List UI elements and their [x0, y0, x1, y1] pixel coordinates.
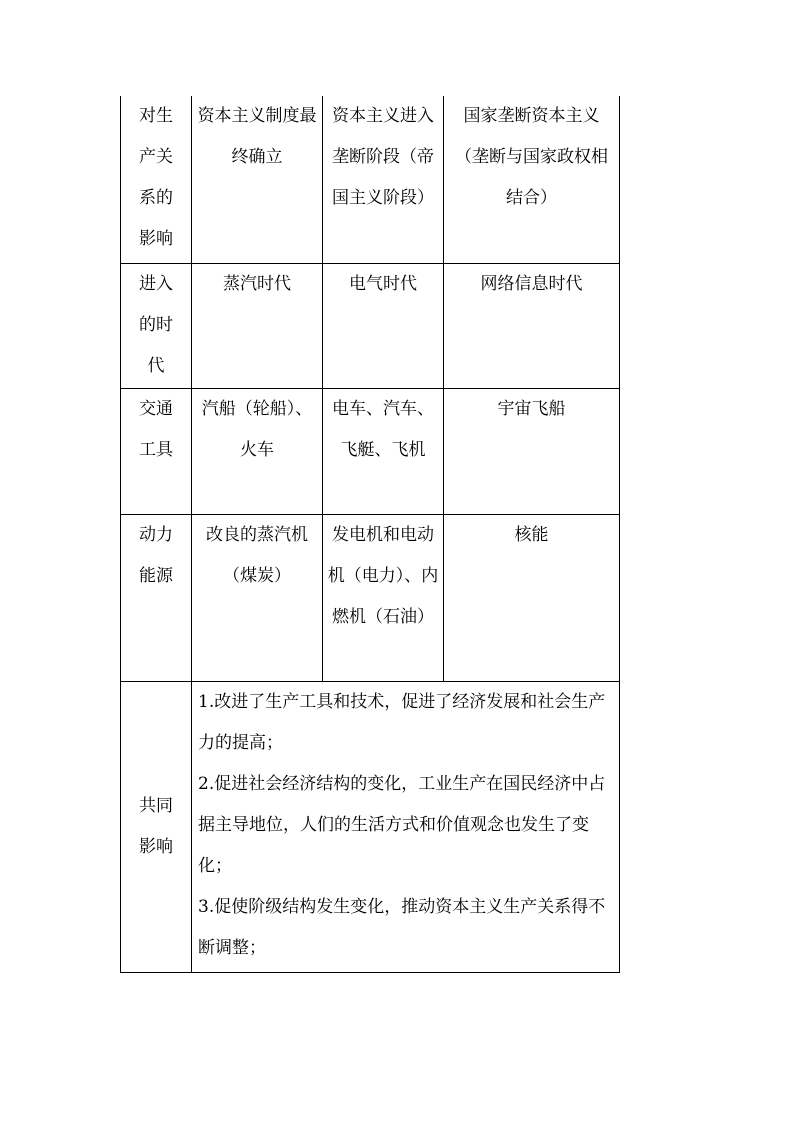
table-cell: 发电机和电动机（电力）、内燃机（石油）: [323, 514, 444, 681]
table-cell: 网络信息时代: [444, 263, 620, 388]
list-item: 2.促进社会经济结构的变化，工业生产在国民经济中占据主导地位，人们的生活方式和价值观念也发生了变化；: [198, 773, 606, 876]
row-label: 进入的时代: [121, 263, 192, 388]
common-effects-cell: [192, 681, 620, 972]
table-cell: 核能: [444, 514, 620, 681]
list-item: 1.改进了生产工具和技术，促进了经济发展和社会生产力的提高；: [198, 691, 606, 753]
table-row: [121, 514, 620, 681]
row-label: 交通工具: [121, 388, 192, 514]
table-cell: 资本主义进入垄断阶段（帝国主义阶段）: [323, 96, 444, 263]
table-cell: 电气时代: [323, 263, 444, 388]
list-item: 3.促使阶级结构发生变化，推动资本主义生产关系得不断调整；: [198, 896, 606, 958]
comparison-table: [120, 96, 620, 973]
table-row: [121, 388, 620, 514]
table-cell: 电车、汽车、飞艇、飞机: [323, 388, 444, 514]
table-row: [121, 263, 620, 388]
row-label: 对生产关系的影响: [121, 96, 192, 263]
table-cell: 资本主义制度最终确立: [192, 96, 323, 263]
table-row: [121, 96, 620, 263]
table-cell: 宇宙飞船: [444, 388, 620, 514]
table-cell: 国家垄断资本主义（垄断与国家政权相结合）: [444, 96, 620, 263]
table-cell: 汽船（轮船）、火车: [192, 388, 323, 514]
row-label: 动力能源: [121, 514, 192, 681]
table-cell: 改良的蒸汽机（煤炭）: [192, 514, 323, 681]
table-cell: 蒸汽时代: [192, 263, 323, 388]
table-row: [121, 681, 620, 972]
row-label: 共同影响: [121, 681, 192, 972]
